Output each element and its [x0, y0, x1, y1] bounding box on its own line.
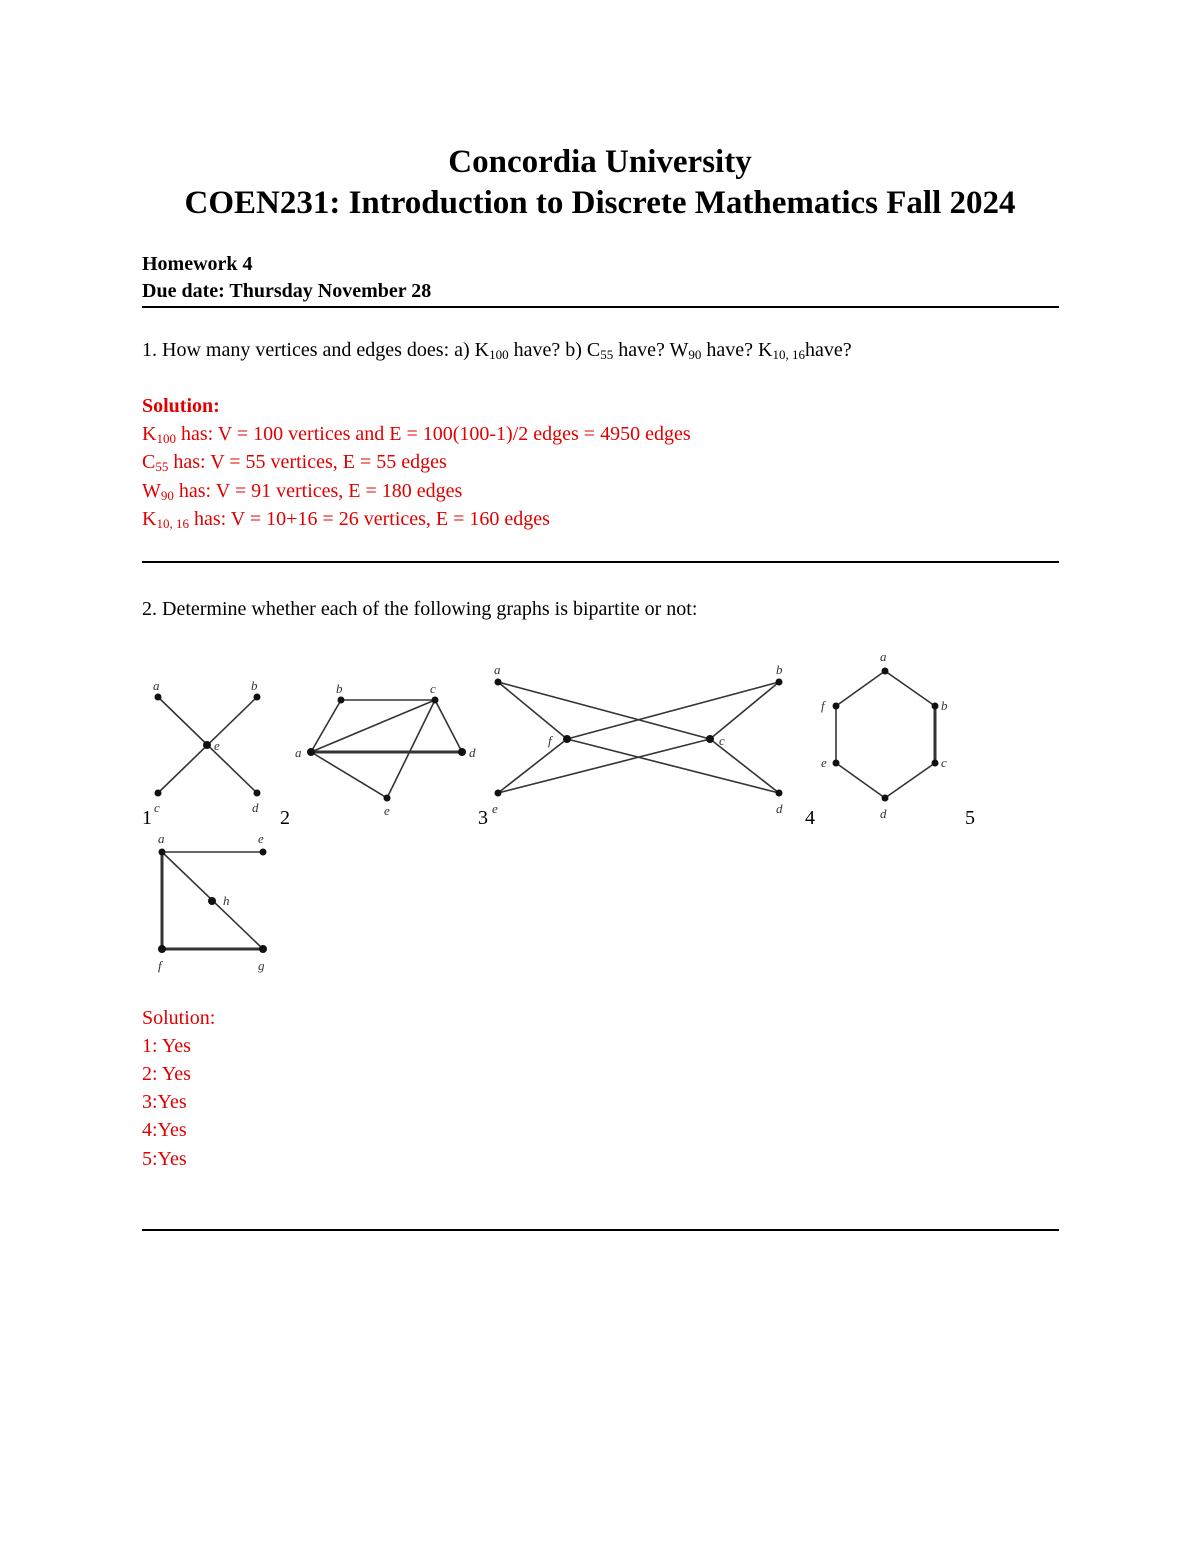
q1-solution-line: $C_{55}$ has: V = 55 vertices, E = 55 edges: [142, 451, 447, 474]
graph-number: 2: [280, 807, 290, 829]
graph-3-label: d: [776, 801, 783, 816]
graph-3-label: f: [548, 733, 552, 748]
q2-answer: 1: Yes: [142, 1035, 191, 1057]
q1-solution-line: $K_{100}$ has: V = 100 vertices and E = 100(100-1)/2 edges = 4950 edges: [142, 423, 691, 446]
graph-4-label: e: [821, 755, 827, 770]
graph-5-label: f: [158, 958, 162, 973]
homework-label: Homework 4: [142, 253, 253, 275]
q2-answer: 5:Yes: [142, 1148, 187, 1170]
graph-5-label: e: [258, 831, 264, 846]
graph-number: 3: [478, 807, 488, 829]
graph-2-label: c: [430, 681, 436, 696]
course-title: COEN231: Introduction to Discrete Mathematics Fall 2024: [184, 185, 1016, 221]
due-date: Due date: Thursday November 28: [142, 280, 432, 302]
q1-solution-line: $K_{10, 16}$ has: V = 10+16 = 26 vertices, E = 160 edges: [142, 508, 550, 531]
graph-1-label: b: [251, 678, 258, 693]
divider-3: [142, 1229, 1059, 1231]
graph-5-label: a: [158, 831, 165, 846]
graph-2-label: d: [469, 745, 476, 760]
q2-answer: 3:Yes: [142, 1091, 187, 1113]
graph-4-label: a: [880, 649, 887, 664]
q2-solution-label: Solution:: [142, 1007, 216, 1029]
graph-3-label: e: [492, 801, 498, 816]
graph-4-label: d: [880, 806, 887, 821]
question-1: 1. How many vertices and edges does: a) $K_{100}$ have? b) $C_{55}$ have? $W_{90}$ have? $K_{10, 16}have$?: [142, 339, 852, 362]
graph-1-label: e: [214, 738, 220, 753]
q2-answer: 2: Yes: [142, 1063, 191, 1085]
q2-answer: 4:Yes: [142, 1119, 187, 1141]
graph-4-label: f: [821, 698, 825, 713]
graph-1-label: a: [153, 678, 160, 693]
graph-2-label: a: [295, 745, 302, 760]
graph-1-label: d: [252, 800, 259, 815]
graph-5-label: h: [223, 893, 230, 908]
graph-number: 5: [965, 807, 975, 829]
graph-number: 1: [142, 807, 152, 829]
graph-3-label: a: [494, 662, 501, 677]
graph-3-label: b: [776, 662, 783, 677]
graph-2-label: b: [336, 681, 343, 696]
question-2: 2. Determine whether each of the following graphs is bipartite or not:: [142, 598, 698, 620]
graph-2-label: e: [384, 803, 390, 818]
graph-1-label: c: [154, 800, 160, 815]
graph-4-label: b: [941, 698, 948, 713]
graph-3-label: c: [719, 733, 725, 748]
graph-5-label: g: [258, 958, 265, 973]
graph-4-label: c: [941, 755, 947, 770]
q1-solution-label: Solution:: [142, 395, 220, 417]
graph-number: 4: [805, 807, 815, 829]
university-title: Concordia University: [448, 144, 752, 180]
q1-solution-line: $W_{90}$ has: V = 91 vertices, E = 180 edges: [142, 480, 463, 503]
